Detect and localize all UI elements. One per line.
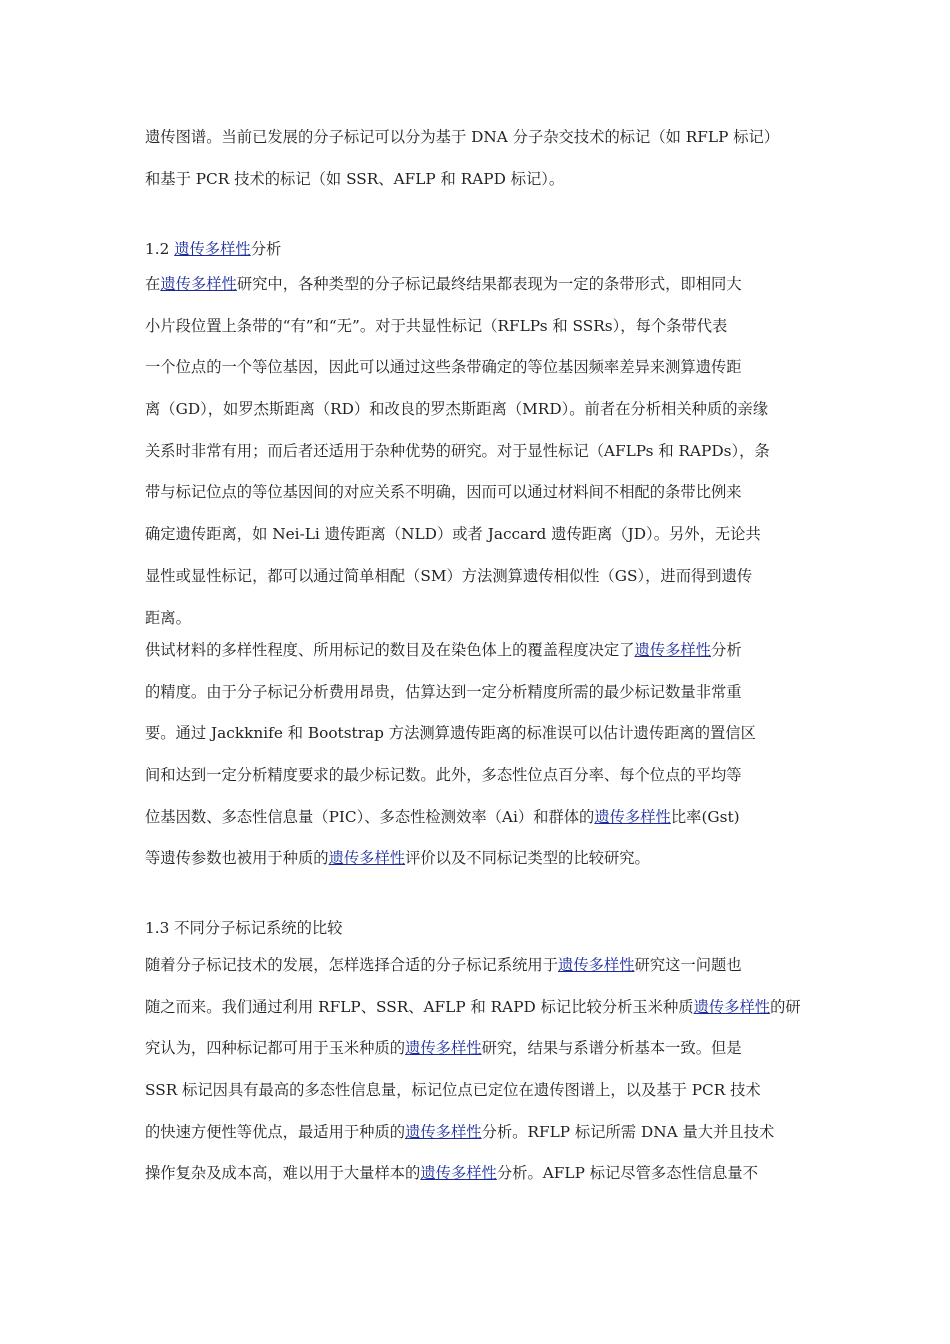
keyword-link[interactable]: 遗传多样性 [328,849,406,868]
text-line [145,797,813,839]
keyword-link[interactable]: 遗传多样性 [558,956,635,974]
text-line: 一个位点的一个等位基因，因此可以通过这些条带确定的等位基因频率差异来测算遗传距 [145,358,742,377]
text-line [145,1153,813,1195]
text-line: 离（GD），如罗杰斯距离（RD）和改良的罗杰斯距离（MRD）。前者在分析相关种质的亲缘 [145,400,769,419]
text-span: 分析。AFLP 标记尽管多态性信息量不 [496,1164,758,1183]
text-span: 随着分子标记技术的发展，怎样选择合适的分子标记系统用于 [145,956,559,974]
text-line: 间和达到一定分析精度要求的最少标记数。此外，多态性位点百分率、每个位点的平均等 [145,766,742,785]
text-line: 确定遗传距离，如 Nei-Li 遗传距离（NLD）或者 Jaccard 遗传距离（JD）。另外，无论共 [145,525,761,544]
section-number: 1.2 [145,240,175,258]
text-line: 关系时非常有用；而后者还适用于杂种优势的研究。对于显性标记（AFLPs 和 RAPDs），条 [145,441,770,460]
section-1-2-paragraph-1 [145,264,813,639]
text-span: 研究这一问题也 [634,956,742,974]
heading-text: 1.3 不同分子标记系统的比较 [145,919,343,937]
keyword-link[interactable]: 遗传多样性 [174,240,251,258]
text-line: SSR 标记因具有最高的多态性信息量，标记位点已定位在遗传图谱上，以及基于 PCR 技术 [145,1081,761,1100]
text-span: 随之而来。我们通过利用 RFLP、SSR、AFLP 和 RAPD 标记比较分析玉米种质 [145,997,694,1016]
text-span: 供试材料的多样性程度、所用标记的数目及在染色体上的覆盖程度决定了 [145,641,635,659]
text-line: 和基于 PCR 技术的标记（如 SSR、AFLP 和 RAPD 标记）。 [145,169,565,188]
text-span: 评价以及不同标记类型的比较研究。 [405,849,650,868]
text-span: 究认为，四种标记都可用于玉米种质的 [145,1039,406,1058]
text-span: 分析 [711,641,742,659]
text-line [145,945,813,987]
text-line: 的精度。由于分子标记分析费用昂贵，估算达到一定分析精度所需的最少标记数量非常重 [145,682,742,701]
text-line: 要。通过 Jackknife 和 Bootstrap 方法测算遗传距离的标准误可以估计遗传距离的置信区 [145,724,756,743]
section-1-3-heading [145,908,813,950]
text-line [145,630,813,672]
text-line: 距离。 [145,608,191,627]
text-line [145,838,813,880]
text-line: 遗传图谱。当前已发展的分子标记可以分为基于 DNA 分子杂交技术的标记（如 RFLP 标记） [145,128,780,146]
text-line [145,987,813,1029]
keyword-link[interactable]: 遗传多样性 [693,997,771,1016]
keyword-link[interactable]: 遗传多样性 [405,1039,482,1058]
text-span: 分析。RFLP 标记所需 DNA 量大并且技术 [481,1122,775,1141]
text-span: 操作复杂及成本高，难以用于大量样本的 [145,1164,421,1183]
text-span: 的研 [770,997,801,1016]
text-span: 研究中，各种类型的分子标记最终结果都表现为一定的条带形式，即相同大 [236,275,742,293]
keyword-link[interactable]: 遗传多样性 [405,1122,482,1141]
text-span: 在 [145,275,161,293]
intro-paragraph [145,117,813,200]
text-span: 的快速方便性等优点，最适用于种质的 [145,1122,406,1141]
keyword-link[interactable]: 遗传多样性 [160,275,237,293]
section-1-2-paragraph-2 [145,630,813,880]
text-line [145,1112,813,1154]
keyword-link[interactable]: 遗传多样性 [594,807,671,826]
text-span: 研究，结果与系谱分析基本一致。但是 [481,1039,742,1058]
section-1-3-paragraph-1 [145,945,813,1195]
text-line [145,264,813,306]
text-span: 位基因数、多态性信息量（PIC）、多态性检测效率（Ai）和群体的 [145,807,595,826]
text-span: 比率(Gst) [670,807,740,826]
text-line: 带与标记位点的等位基因间的对应关系不明确，因而可以通过材料间不相配的条带比例来 [145,483,742,502]
heading-text: 分析 [250,240,282,258]
text-span: 等遗传参数也被用于种质的 [145,849,329,868]
text-line: 小片段位置上条带的“有”和“无”。对于共显性标记（RFLPs 和 SSRs），每个条带代表 [145,316,728,335]
text-line [145,1028,813,1070]
keyword-link[interactable]: 遗传多样性 [634,641,712,659]
text-line: 显性或显性标记，都可以通过简单相配（SM）方法测算遗传相似性（GS），进而得到遗传 [145,566,753,585]
keyword-link[interactable]: 遗传多样性 [420,1164,497,1183]
